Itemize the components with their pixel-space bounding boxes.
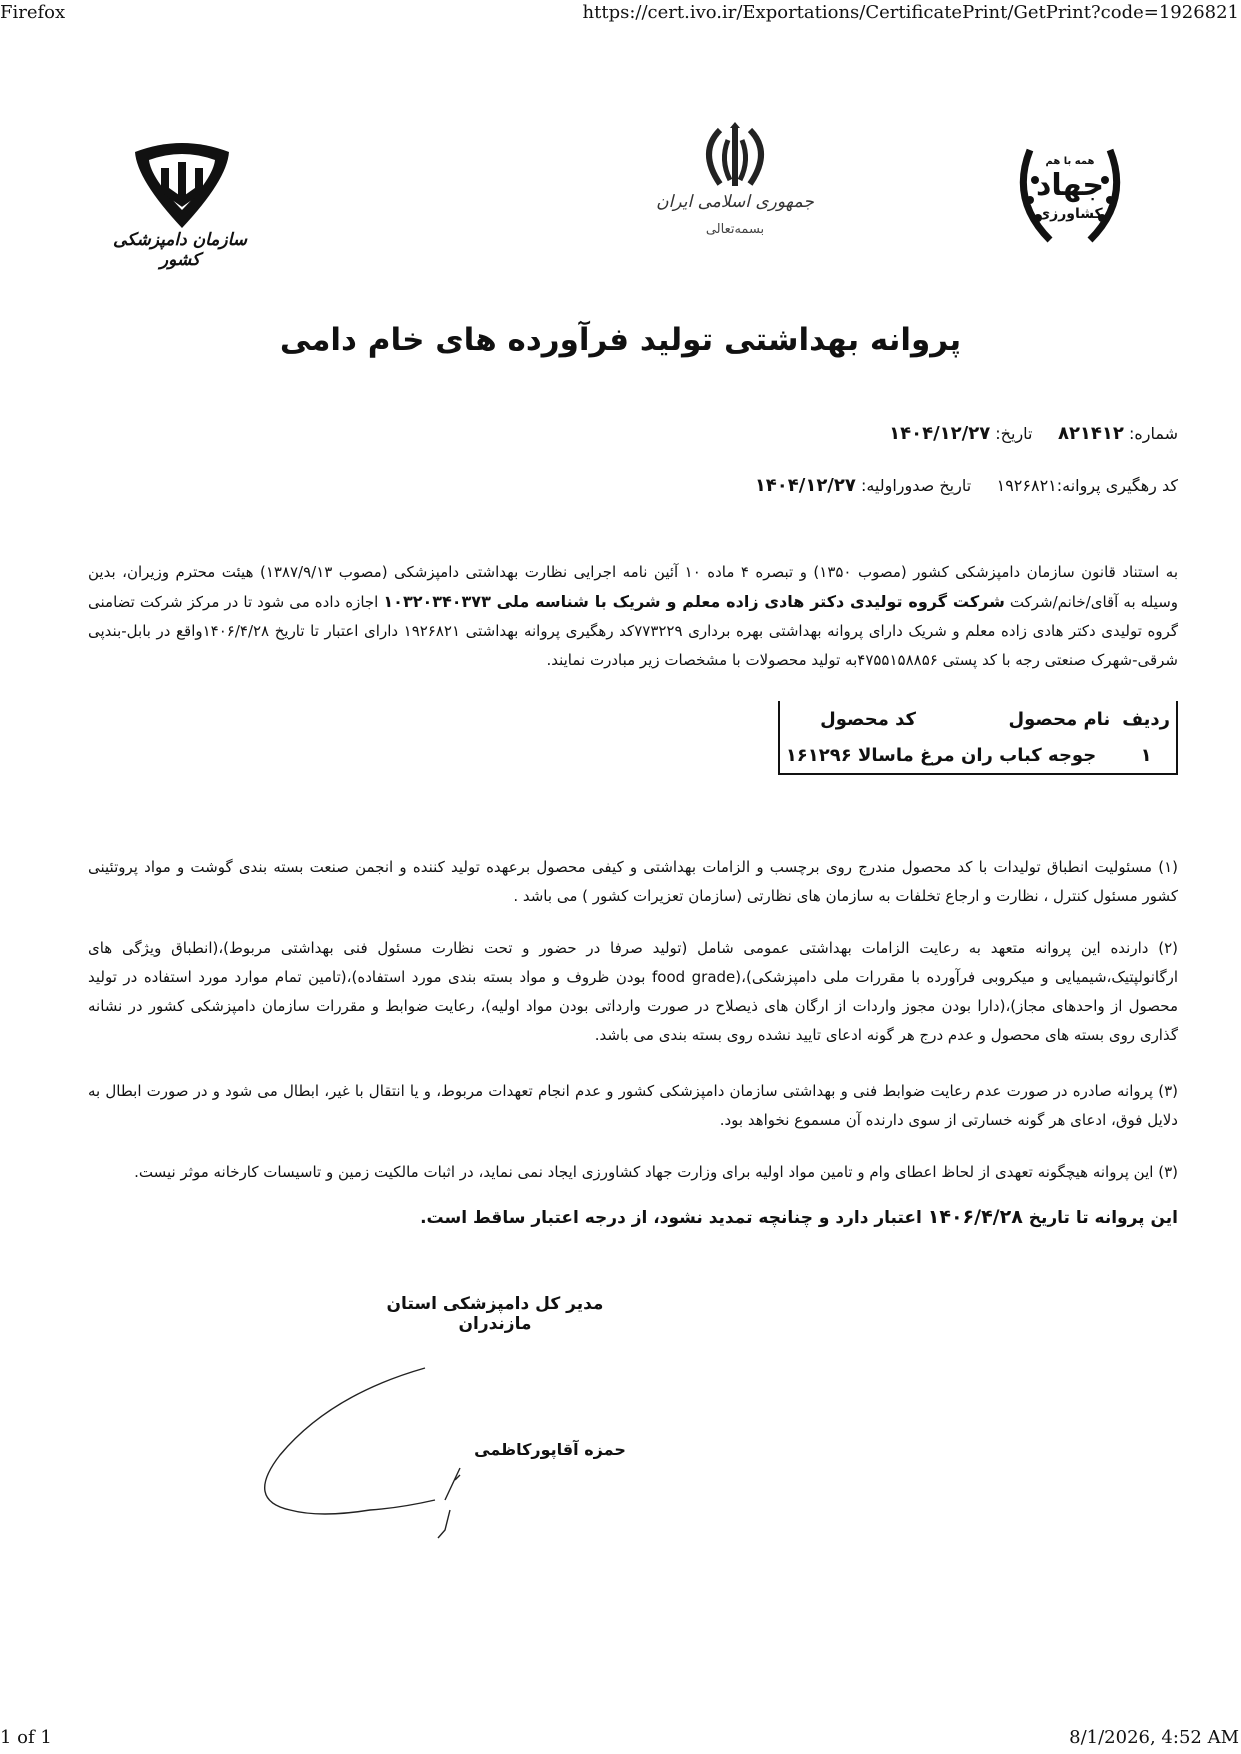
validity-date: ۱۴۰۶/۴/۲۸ (927, 1206, 1023, 1228)
signer-title: مدیر کل دامپزشکی استان مازندران (386, 1294, 604, 1334)
emblem-caption: جمهوری اسلامی ایران (656, 192, 814, 212)
page-count: 1 of 1 (0, 1727, 52, 1748)
print-timestamp: 8/1/2026, 4:52 AM (1069, 1727, 1239, 1748)
validity-text-part2: اعتبار دارد و چنانچه تمدید نشود، از درجه اعتبار ساقط است. (420, 1208, 928, 1228)
page-url: https://cert.ivo.ir/Exportations/CertificatePrint/GetPrint?code=1926821 (582, 2, 1239, 23)
date-value: ۱۴۰۴/۱۲/۲۷ (889, 423, 991, 444)
header-product-code: کد محصول (820, 708, 916, 730)
validity-statement (420, 1206, 1178, 1228)
signer-name: حمزه آقاپورکاظمی (474, 1440, 626, 1459)
clause-4: (۳) این پروانه هیچگونه تعهدی از لحاظ اعطای وام و تامین مواد اولیه برای وزارت جهاد کشاورزی ایجاد نمی نماید، در اثبات مالکیت زمین و تاسیسات کارخانه موثر نیست. (134, 1163, 1178, 1181)
number-date-line (889, 423, 1178, 444)
logo-jihad-text: جهاد (1035, 168, 1105, 203)
browser-app-name: Firefox (0, 2, 66, 23)
products-table (778, 701, 1178, 775)
issue-date-value: ۱۴۰۴/۱۲/۲۷ (754, 475, 856, 496)
veterinary-organization-logo (105, 140, 255, 270)
document-title: پروانه بهداشتی تولید فرآورده های خام دامی (279, 322, 962, 358)
signature-icon (250, 1360, 490, 1550)
tracking-line (755, 475, 1178, 496)
jihad-keshavarzi-logo (1010, 130, 1130, 255)
bismillah-caption: بسمه‌تعالی (705, 222, 765, 237)
national-emblem-icon (690, 122, 780, 194)
number-label: شماره: (1128, 424, 1178, 443)
logo-slogan: همه با هم (1045, 156, 1095, 167)
product-code: ۱۶۱۲۹۶ (785, 744, 852, 766)
tracking-label: کد رهگیری پروانه: (1056, 476, 1178, 495)
clause-3: (۳) پروانه صادره در صورت عدم رعایت ضوابط فنی و بهداشتی سازمان دامپزشکی کشور و عدم انجام تعهدات مربوط، و یا انتقال با غیر، ابطال می شود و در صورت ابطال به دلایل فوق، ادعای هر گونه خسارتی از سوی دارنده آن مسموع نخواهد بود. (88, 1082, 1178, 1129)
clause-1: (۱) مسئولیت انطباق تولیدات با کد محصول مندرج روی برچسب و الزامات بهداشتی و کیفی محصول برعهده تولید کننده و انجمن صنعت بسته بندی گوشت و مواد پروتئینی کشور مسئول کنترل ، نظارت و ارجاع تخلفات به سازمان های نظارتی (سازمان تعزیرات کشور ) می باشد . (88, 858, 1178, 905)
body-text-part2: اجازه داده می شود تا در مرکز شرکت تضامنی گروه تولیدی دکتر هادی زاده معلم و شریک دارای پروانه بهداشتی بهره برداری ۷۷۳۲۲۹کد رهگیری پروانه بهداشتی ۱۹۲۶۸۲۱ دارای اعتبار تا تاریخ ۱۴۰۶/۴/۲۸واقع در بابل-بندپی شرقی-شهرک صنعتی رجه با کد پستی ۴۷۵۵۱۵۸۸۵۶به تولید محصولات با مشخصات زیر مبادرت نمایند. (88, 593, 1179, 669)
header-row-number: ردیف (1122, 708, 1170, 730)
logo-caption: سازمان دامپزشکی کشور (112, 230, 248, 270)
body-text-part1: به استناد قانون سازمان دامپزشکی کشور (مصوب ۱۳۵۰) و تبصره ۴ ماده ۱۰ آئین نامه اجرایی نظارت بهداشتی دامپزشکی (مصوب ۱۳۸۷/۹/۱۳) هیئت محترم وزیران، بدین وسیله به آقای/خانم/شرکت (88, 563, 1179, 611)
product-name: جوجه کباب ران مرغ ماسالا (858, 744, 1097, 766)
shield-emblem-icon (127, 140, 237, 230)
company-name: شرکت گروه تولیدی دکتر هادی زاده معلم و شریک با شناسه ملی ۱۰۳۲۰۳۴۰۳۷۳ (383, 592, 1005, 611)
tracking-value: ۱۹۲۶۸۲۱ (996, 476, 1057, 495)
number-value: ۸۲۱۴۱۲ (1057, 423, 1124, 444)
header-product-name: نام محصول (1008, 708, 1111, 730)
product-name-code (779, 737, 1116, 774)
table-header-row (779, 701, 1177, 737)
validity-text-part1: این پروانه تا تاریخ (1022, 1208, 1178, 1228)
date-label: تاریخ: (995, 424, 1033, 443)
logo-keshavarzi-text: کشاورزی (1037, 206, 1103, 222)
clause-2: (۲) دارنده این پروانه متعهد به رعایت الزامات بهداشتی عمومی شامل (تولید صرفا در حضور و تحت نظارت مسئول فنی بهداشتی مربوط)،(انطباق ویژگی های ارگانولپتیک،شیمیایی و میکروبی فرآورده با مقررات ملی دامپزشکی)،(food grade بودن ظروف و مواد بسته بندی مورد استفاده)،(تامین تمام موارد مورد استفاده در تولید محصول از واحدهای مجاز)،(دارا بودن مجوز واردات از ارگان های ذیصلاح در صورت وارداتی بودن مواد اولیه)، رعایت ضوابط و مقررات سازمان دامپزشکی کشور در نشانه گذاری روی بسته های محصول و عدم درج هر گونه ادعای تایید نشده روی بسته بندی می باشد. (88, 939, 1178, 1044)
table-row (779, 737, 1177, 774)
issue-date-label: تاریخ صدوراولیه: (860, 476, 972, 495)
permit-body-paragraph (88, 558, 1178, 675)
iran-emblem (650, 122, 820, 247)
row-number: ۱ (1140, 744, 1152, 766)
